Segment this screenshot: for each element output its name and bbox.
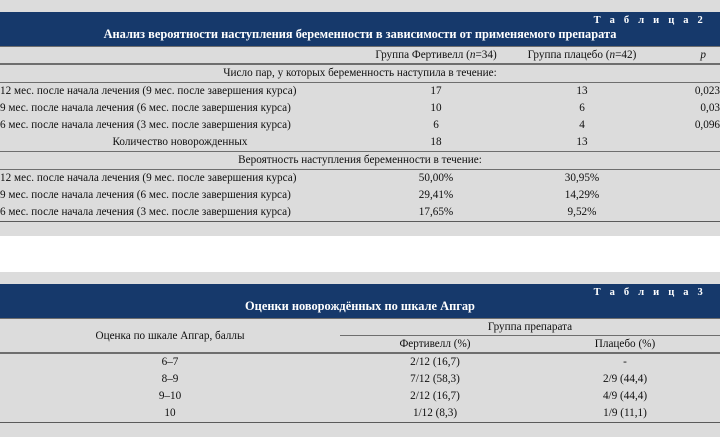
- tables-gap: [0, 236, 720, 272]
- row-placebo-value: 13: [512, 83, 652, 101]
- row-placebo-value: 30,95%: [512, 170, 652, 188]
- row-placebo-value: 4: [512, 117, 652, 134]
- col-fertivell-suffix: =34): [475, 49, 497, 61]
- col-fertivell-n-italic: n: [469, 49, 476, 61]
- table-row: [0, 187, 720, 204]
- table-2-col-placebo-header: [512, 47, 652, 65]
- table-row: [0, 388, 720, 405]
- table-2-col-fertivell-header: [360, 47, 512, 65]
- row-score: 9–10: [0, 388, 340, 405]
- table-2-body: [0, 65, 720, 222]
- row-fertivell-value: 17,65%: [360, 204, 512, 222]
- table-3-body: [0, 354, 720, 423]
- table-3-banner: [0, 284, 720, 318]
- table-2-banner: [0, 12, 720, 46]
- row-fertivell-value: 17: [360, 83, 512, 101]
- row-score: 6–7: [0, 354, 340, 372]
- row-label: 12 мес. после начала лечения (9 мес. после завершения курса): [0, 170, 360, 188]
- table-2: [0, 46, 720, 222]
- row-label: 6 мес. после начала лечения (3 мес. после завершения курса): [0, 117, 360, 134]
- col-p-italic: p: [700, 49, 706, 61]
- table-2-bottom-padding: [0, 222, 720, 236]
- table-2-section-header-row: [0, 65, 720, 83]
- table-2-section-0-heading: Число пар, у которых беременность наступила в течение:: [0, 65, 720, 83]
- table-3-block: [0, 272, 720, 437]
- row-placebo-value: -: [530, 354, 720, 372]
- row-score: 10: [0, 405, 340, 423]
- table-2-top-padding: [0, 0, 720, 12]
- row-fertivell-value: 2/12 (16,7): [340, 388, 530, 405]
- row-label: 9 мес. после начала лечения (6 мес. после завершения курса): [0, 187, 360, 204]
- row-fertivell-value: 18: [360, 134, 512, 152]
- table-2-column-header-row: [0, 47, 720, 65]
- row-fertivell-value: 1/12 (8,3): [340, 405, 530, 423]
- table-2-col-0-header: [0, 47, 360, 65]
- row-placebo-value: 6: [512, 100, 652, 117]
- table-2-number-label: Т а б л и ц а 2: [593, 15, 706, 26]
- row-label: 9 мес. после начала лечения (6 мес. после завершения курса): [0, 100, 360, 117]
- table-3: [0, 318, 720, 423]
- row-placebo-value: 2/9 (44,4): [530, 371, 720, 388]
- row-p-value: 0,023: [652, 83, 720, 101]
- table-row: [0, 100, 720, 117]
- row-fertivell-value: 29,41%: [360, 187, 512, 204]
- table-3-left-header: Оценка по шкале Апгар, баллы: [0, 319, 340, 354]
- row-label: 6 мес. после начала лечения (3 мес. после завершения курса): [0, 204, 360, 222]
- row-p-value: [652, 204, 720, 222]
- row-placebo-value: 1/9 (11,1): [530, 405, 720, 423]
- col-placebo-suffix: =42): [615, 49, 637, 61]
- row-fertivell-value: 10: [360, 100, 512, 117]
- table-3-head: [0, 319, 720, 354]
- table-3-number-label: Т а б л и ц а 3: [593, 287, 706, 298]
- row-placebo-value: 14,29%: [512, 187, 652, 204]
- row-fertivell-value: 50,00%: [360, 170, 512, 188]
- row-p-value: [652, 187, 720, 204]
- row-fertivell-value: 2/12 (16,7): [340, 354, 530, 372]
- table-3-subheader-placebo: Плацебо (%): [530, 336, 720, 354]
- table-2-head: [0, 47, 720, 65]
- table-2-col-p-header: [652, 47, 720, 65]
- table-row: [0, 117, 720, 134]
- table-row: [0, 134, 720, 152]
- row-placebo-value: 9,52%: [512, 204, 652, 222]
- table-2-section-header-row: [0, 152, 720, 170]
- table-row: [0, 405, 720, 423]
- table-row: [0, 354, 720, 372]
- row-fertivell-value: 6: [360, 117, 512, 134]
- row-label: 12 мес. после начала лечения (9 мес. после завершения курса): [0, 83, 360, 101]
- col-placebo-prefix: Группа плацебо (: [527, 49, 610, 61]
- col-fertivell-prefix: Группа Фертивелл (: [375, 49, 470, 61]
- row-p-value: 0,03: [652, 100, 720, 117]
- table-2-section-1-heading: Вероятность наступления беременности в течение:: [0, 152, 720, 170]
- table-3-subheader-fertivell: Фертивелл (%): [340, 336, 530, 354]
- row-placebo-value: 4/9 (44,4): [530, 388, 720, 405]
- row-p-value: 0,096: [652, 117, 720, 134]
- table-row: [0, 170, 720, 188]
- col-placebo-n-italic: n: [609, 49, 616, 61]
- table-2-title: Анализ вероятности наступления беременности в зависимости от применяемого препарата: [103, 27, 617, 41]
- table-3-top-padding: [0, 272, 720, 284]
- table-3-title: Оценки новорождённых по шкале Апгар: [245, 299, 475, 313]
- row-placebo-value: 13: [512, 134, 652, 152]
- row-label: Количество новорожденных: [0, 134, 360, 152]
- row-p-value: [652, 170, 720, 188]
- table-row: [0, 371, 720, 388]
- table-row: [0, 204, 720, 222]
- row-p-value: [652, 134, 720, 152]
- row-score: 8–9: [0, 371, 340, 388]
- table-3-bottom-padding: [0, 423, 720, 437]
- table-3-group-header-row: [0, 319, 720, 336]
- table-row: [0, 83, 720, 101]
- table-3-group-header: Группа препарата: [340, 319, 720, 336]
- row-fertivell-value: 7/12 (58,3): [340, 371, 530, 388]
